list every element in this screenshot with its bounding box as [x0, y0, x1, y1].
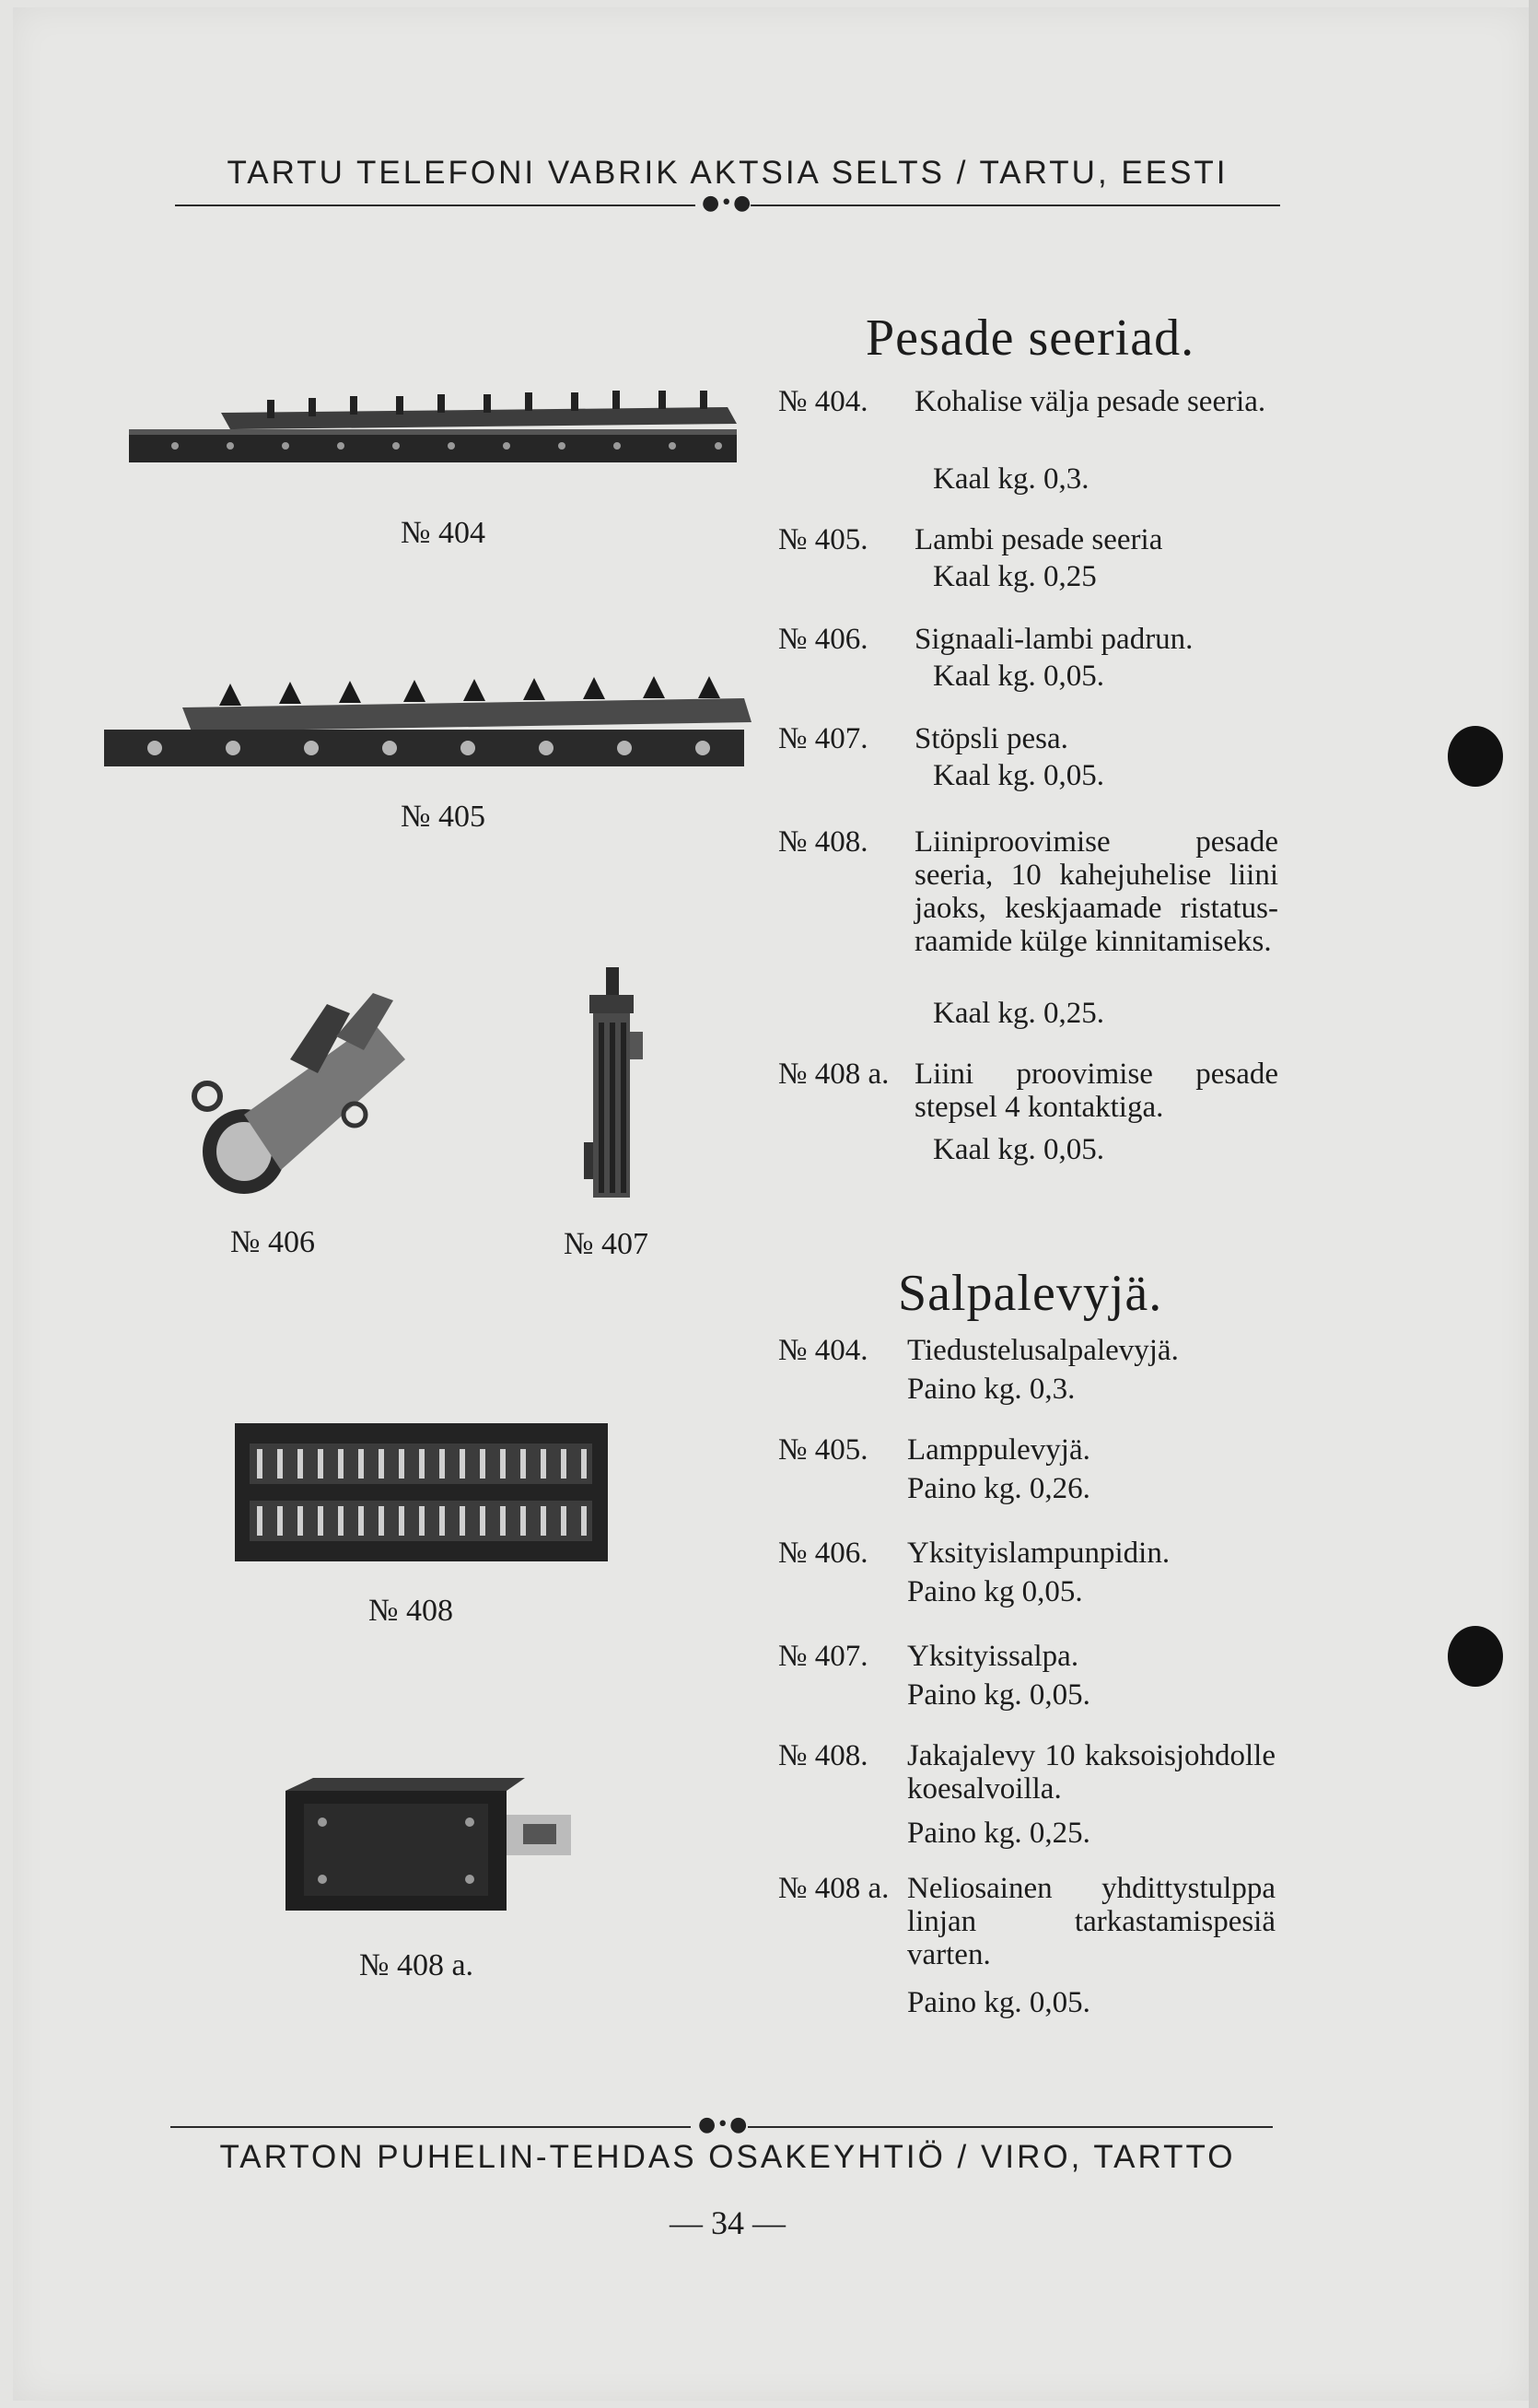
item-weight: Paino kg. 0,26.	[907, 1472, 1090, 1505]
page-edge	[1529, 0, 1538, 2408]
item-description: Neliosainen yhdittystulppa linjan tarkastamispesiä varten.	[907, 1872, 1276, 1971]
item-number: № 407.	[778, 1640, 868, 1673]
figure-label-404: № 404	[401, 516, 485, 550]
footer-rule-ornament: ●•●	[698, 2113, 749, 2136]
salpa-item-408	[778, 1739, 1294, 1859]
item-number: № 408 a.	[778, 1872, 890, 1905]
item-description: Jakajalevy 10 kaksoisjohdolle koesalvoilla.	[907, 1739, 1276, 1806]
item-weight: Kaal kg. 0,3.	[933, 462, 1089, 496]
item-weight: Paino kg 0,05.	[907, 1575, 1083, 1608]
item-number: № 406.	[778, 1537, 868, 1570]
pesade-item-408	[778, 825, 1294, 1037]
item-description: Yksityissalpa.	[907, 1640, 1079, 1673]
item-weight: Paino kg. 0,25.	[907, 1817, 1090, 1850]
item-number: № 405.	[778, 523, 868, 556]
item-description: Liini proovimise pesade stepsel 4 kontaktiga.	[915, 1058, 1278, 1124]
item-description: Liiniproovimise pesade seeria, 10 kahejuhelise liini jaoks, keskjaamade ristatus-raamide külge kinnitamiseks.	[915, 825, 1278, 958]
item-number: № 408.	[778, 825, 868, 859]
item-description: Yksityislampunpidin.	[907, 1537, 1171, 1570]
item-weight: Kaal kg. 0,25	[933, 560, 1097, 593]
item-number: № 406.	[778, 623, 868, 656]
footer-rule-left	[170, 2126, 691, 2128]
pesade-item-405	[778, 523, 1294, 597]
page-footer: TARTON PUHELIN-TEHDAS OSAKEYHTIÖ / VIRO, TARTTO	[219, 2139, 1236, 2175]
section-title-pesade: Pesade seeriad.	[866, 310, 1195, 367]
socket-strip-404-image	[120, 387, 746, 479]
item-number: № 405.	[778, 1433, 868, 1467]
item-description: Lamppulevyjä.	[907, 1433, 1090, 1467]
item-description: Kohalise välja pesade seeria.	[915, 385, 1266, 418]
item-weight: Kaal kg. 0,25.	[933, 997, 1105, 1030]
item-weight: Kaal kg. 0,05.	[933, 1133, 1105, 1166]
figure-label-407: № 407	[564, 1227, 648, 1261]
item-number: № 408 a.	[778, 1058, 890, 1091]
item-description: Stöpsli pesa.	[915, 722, 1068, 755]
figure-label-406: № 406	[230, 1225, 315, 1259]
test-plug-408a-image	[285, 1778, 585, 1921]
pesade-item-404	[778, 385, 1294, 496]
page-number: — 34 —	[670, 2204, 786, 2241]
figure-label-405: № 405	[401, 800, 485, 834]
page-header: TARTU TELEFONI VABRIK AKTSIA SELTS / TARTU, EESTI	[227, 155, 1229, 191]
lamp-strip-405-image	[99, 671, 753, 772]
item-weight: Kaal kg. 0,05.	[933, 660, 1105, 693]
catalog-page	[13, 7, 1529, 2401]
item-description: Tiedustelusalpalevyjä.	[907, 1334, 1179, 1367]
header-rule-right	[751, 205, 1280, 206]
item-description: Lambi pesade seeria	[915, 523, 1163, 556]
salpa-item-407	[778, 1640, 1294, 1713]
item-weight: Paino kg. 0,05.	[907, 1986, 1090, 2019]
plug-socket-407-image	[580, 958, 654, 1211]
punch-hole-upper	[1448, 726, 1503, 787]
item-weight: Paino kg. 0,3.	[907, 1373, 1076, 1406]
test-panel-408-image	[235, 1423, 608, 1561]
header-rule-left	[175, 205, 695, 206]
item-number: № 407.	[778, 722, 868, 755]
footer-rule-right	[748, 2126, 1273, 2128]
item-number: № 404.	[778, 1334, 868, 1367]
item-weight: Paino kg. 0,05.	[907, 1678, 1090, 1712]
figure-label-408a: № 408 a.	[359, 1948, 474, 1982]
header-rule-ornament: ●•●	[702, 192, 752, 215]
lamp-holder-406-image	[189, 986, 410, 1198]
salpa-item-405	[778, 1433, 1294, 1507]
pesade-item-408a	[778, 1058, 1294, 1168]
salpa-item-406	[778, 1537, 1294, 1610]
item-weight: Kaal kg. 0,05.	[933, 759, 1105, 792]
salpa-item-408a	[778, 1872, 1294, 2019]
punch-hole-lower	[1448, 1626, 1503, 1687]
section-title-salpa: Salpalevyjä.	[898, 1265, 1163, 1322]
item-number: № 404.	[778, 385, 868, 418]
salpa-item-404	[778, 1334, 1294, 1408]
pesade-item-406	[778, 623, 1294, 696]
item-number: № 408.	[778, 1739, 868, 1772]
item-description: Signaali-lambi padrun.	[915, 623, 1194, 656]
pesade-item-407	[778, 722, 1294, 796]
figure-label-408: № 408	[368, 1594, 453, 1628]
